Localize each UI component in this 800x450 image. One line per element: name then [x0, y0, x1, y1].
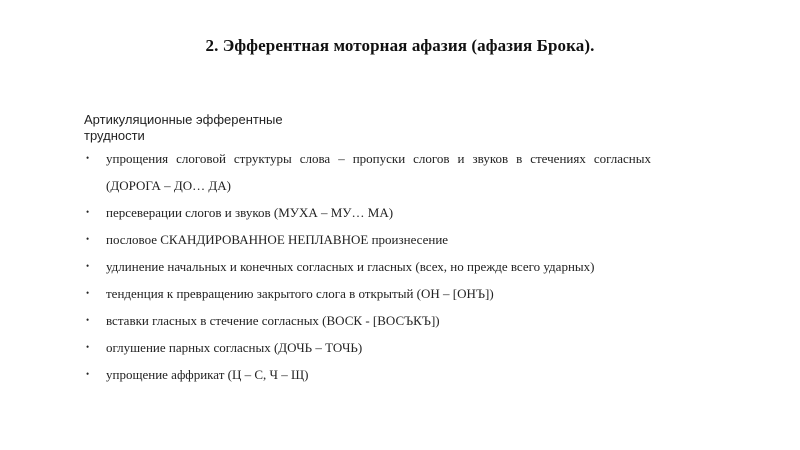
list-item-text: тенденция к превращению закрытого слога в открытый (ОН – [ОНЪ])	[106, 286, 494, 301]
slide-title: 2. Эфферентная моторная афазия (афазия Брока).	[205, 36, 595, 55]
list-item	[84, 334, 651, 361]
bullet-icon: •	[86, 234, 90, 244]
list-item	[84, 253, 651, 280]
slide-subtitle: Артикуляционные эфферентные трудности	[84, 112, 283, 143]
list-item	[84, 226, 651, 253]
list-item	[84, 199, 651, 226]
list-item	[84, 307, 651, 334]
list-item-text: персеверации слогов и звуков (МУХА – МУ… МА)	[106, 205, 394, 220]
bullet-icon: •	[86, 207, 90, 217]
list-item-text: пословое СКАНДИРОВАННОЕ НЕПЛАВНОЕ произнесение	[106, 232, 449, 247]
bullet-icon: •	[86, 315, 90, 325]
bullet-icon: •	[86, 288, 90, 298]
list-item	[84, 361, 651, 388]
list-item-text: упрощение аффрикат (Ц – С, Ч – Щ)	[106, 367, 309, 382]
bullet-list	[84, 145, 651, 388]
list-item-text: упрощения слоговой структуры слова – пропуски слогов и звуков в стечениях согласных (ДОРОГА – ДО… ДА)	[106, 151, 651, 193]
bullet-icon: •	[86, 153, 90, 163]
bullet-icon: •	[86, 261, 90, 271]
list-item	[84, 280, 651, 307]
list-item	[84, 145, 651, 199]
list-item-text: удлинение начальных и конечных согласных и гласных (всех, но прежде всего ударных)	[106, 259, 595, 274]
list-item-text: вставки гласных в стечение согласных (ВОСК - [ВОСЪКЪ])	[106, 313, 440, 328]
bullet-icon: •	[86, 369, 90, 379]
list-item-text: оглушение парных согласных (ДОЧЬ – ТОЧЬ)	[106, 340, 363, 355]
bullet-icon: •	[86, 342, 90, 352]
